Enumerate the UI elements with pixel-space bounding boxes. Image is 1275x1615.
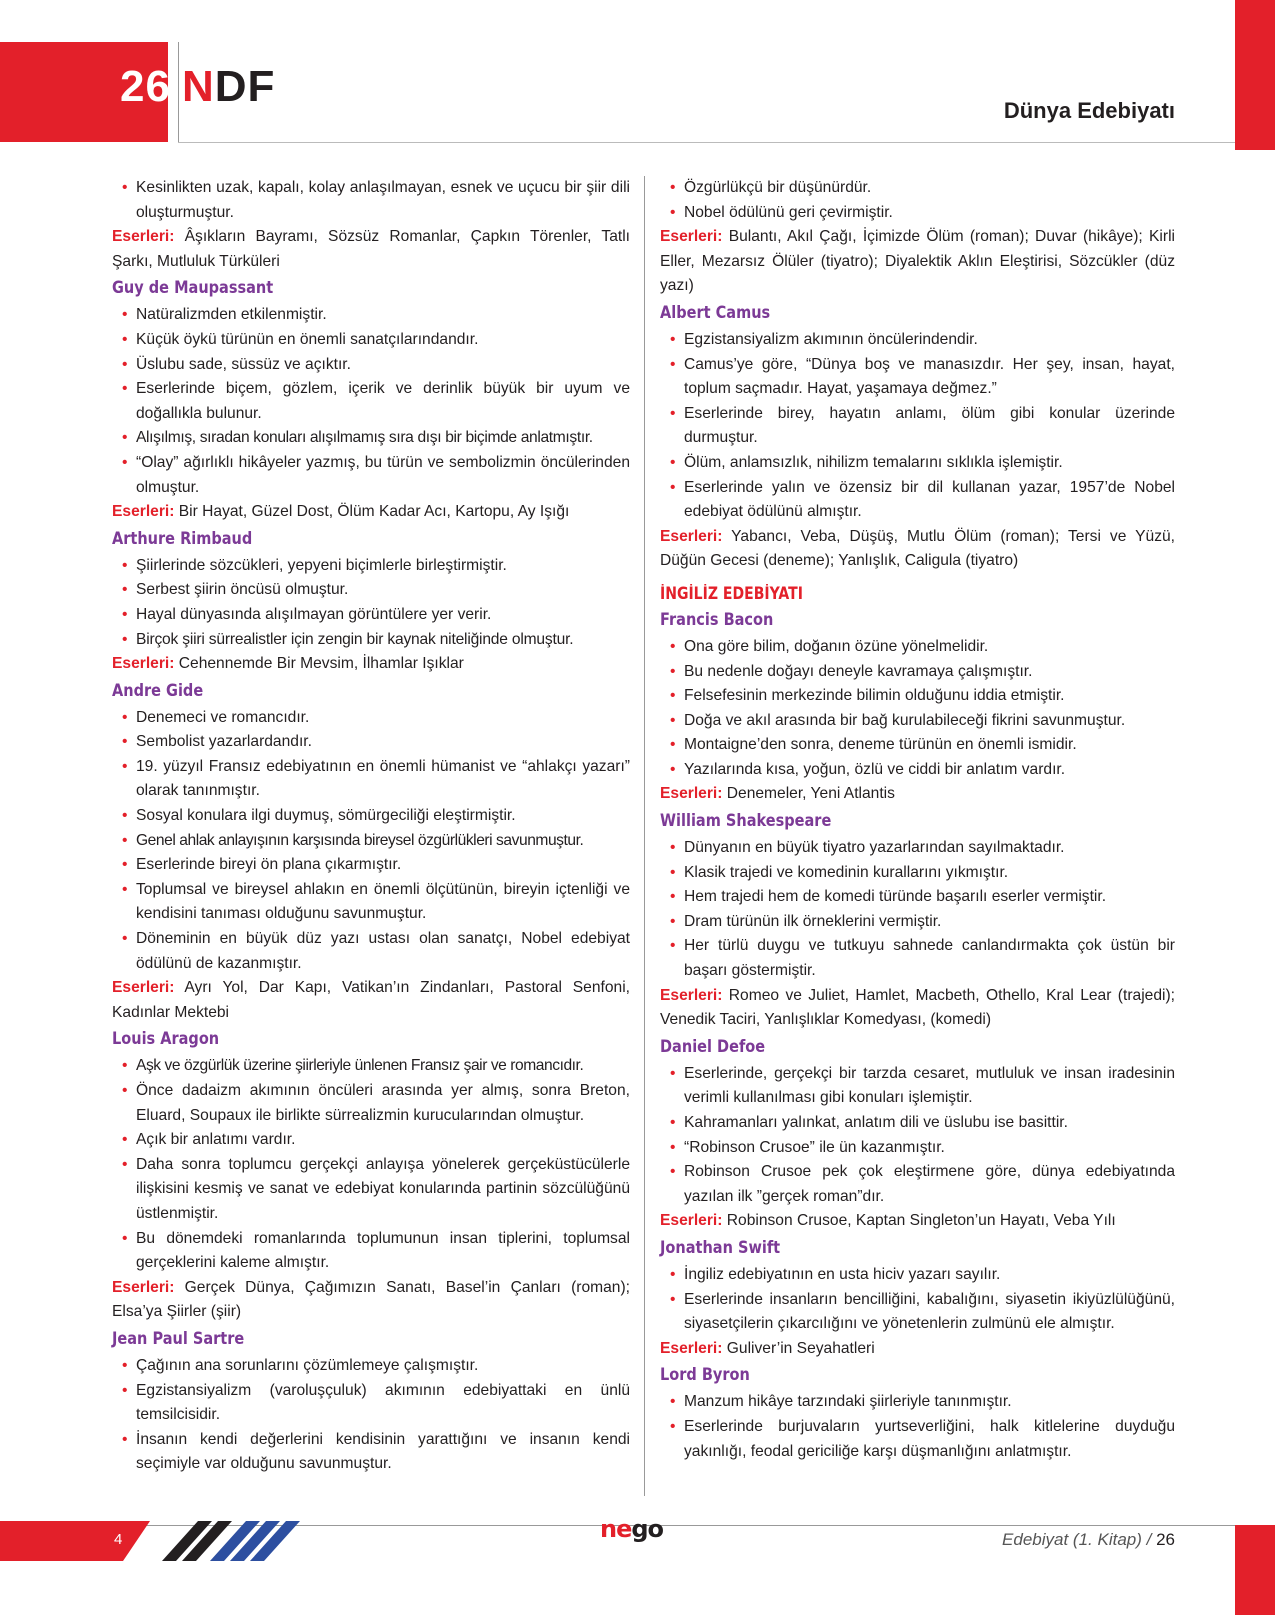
author-heading: Guy de Maupassant [112,278,274,298]
author-heading: William Shakespeare [660,811,832,831]
bullet-item: • Felsefesinin merkezinde bilimin olduğunu iddia etmiştir. [660,684,1175,709]
works-label: Eserleri: [112,979,175,997]
bullet-item: • “Robinson Crusoe” ile ün kazanmıştır. [660,1136,1175,1161]
bullet-item: • Hayal dünyasında alışılmayan görüntülere yer verir. [112,603,630,628]
bullet-item: • Bu dönemdeki romanlarında toplumunun insan tiplerini, toplumsal gerçeklerini kaleme almıştır. [112,1227,630,1276]
works-line [660,525,1175,574]
author-heading: Francis Bacon [660,609,774,629]
bullet-item: • Üslubu sade, süssüz ve açıktır. [112,353,630,378]
works-text: Âşıkların Bayramı, Sözsüz Romanlar, Çapkın Törenler, Tatlı Şarkı, Mutluluk Türküleri [112,228,631,270]
bullet-item: • Özgürlükçü bir düşünürdür. [660,176,1175,201]
bullet-item: • Natüralizmden etkilenmiştir. [112,303,630,328]
bullet-item: • Birçok şiiri sürrealistler için zengin bir kaynak niteliğinde olmuştur. [112,628,630,653]
bullet-item: • Döneminin en büyük düz yazı ustası olan sanatçı, Nobel edebiyat ödülünü de kazanmıştır. [112,927,630,976]
bullet-item: • Küçük öykü türünün en önemli sanatçılarındandır. [112,328,630,353]
works-line [660,1337,1175,1362]
bullet-item: • Yazılarında kısa, yoğun, özlü ve ciddi bir anlatım vardır. [660,758,1175,783]
footer-page-number: 4 [114,1531,123,1548]
author-heading: Daniel Defoe [660,1036,766,1056]
works-text: Ayrı Yol, Dar Kapı, Vatikan’ın Zindanları, Pastoral Senfoni, Kadınlar Mektebi [112,979,630,1021]
works-label: Eserleri: [660,1339,723,1357]
logo-part-b: go [631,1515,664,1543]
works-label: Eserleri: [112,228,175,246]
page-number: 26 [120,62,171,111]
works-label: Eserleri: [660,986,723,1004]
header-divider [178,42,179,142]
author-heading: Louis Aragon [112,1029,220,1049]
bullet-item: • Kesinlikten uzak, kapalı, kolay anlaşılmayan, esnek ve uçucu bir şiir dili oluşturmuştur. [112,176,630,225]
bullet-item: • Eserlerinde, gerçekçi bir tarzda cesaret, mutluluk ve insan iradesinin verimli kullanılması gibi konuları işlemiştir. [660,1062,1175,1111]
bullet-item: • Serbest şiirin öncüsü olmuştur. [112,578,630,603]
works-label: Eserleri: [660,1212,723,1230]
bullet-item: • Eserlerinde insanların bencilliğini, kabalığını, siyasetin ikiyüzlülüğünü, siyasetçilerin çıkarcılığını ve yönetenlerin zulmünü ele almıştır. [660,1288,1175,1337]
works-line [112,652,630,677]
bullet-item: • Eserlerinde bireyi ön plana çıkarmıştır. [112,853,630,878]
bullet-item: • Aşk ve özgürlük üzerine şiirleriyle ünlenen Fransız şair ve romancıdır. [112,1054,630,1079]
bullet-item: • Kahramanları yalınkat, anlatım dili ve üslubu ise basittir. [660,1111,1175,1136]
bullet-item: • Denemeci ve romancıdır. [112,706,630,731]
bullet-item: • “Olay” ağırlıklı hikâyeler yazmış, bu türün ve sembolizmin öncülerinden olmuştur. [112,451,630,500]
book-title-text: Edebiyat (1. Kitap) / [1002,1530,1152,1549]
footer-red-block [0,1521,150,1561]
bullet-item: • Camus’ye göre, “Dünya boş ve manasızdır. Her şey, insan, hayat, toplum saçmadır. Hayat, yaşamaya değmez.” [660,353,1175,402]
works-line [112,225,630,274]
works-text: Gerçek Dünya, Çağımızın Sanatı, Basel’in Çanları (roman); Elsa’ya Şiirler (şiir) [112,1278,630,1321]
bullet-item: • Toplumsal ve bireysel ahlakın en önemli ölçütünün, bireyin içtenliği ve kendisini tanıması olduğunu savunmuştur. [112,878,630,927]
bullet-item: • Nobel ödülünü geri çevirmiştir. [660,201,1175,226]
column-divider [644,176,645,1496]
author-heading: Lord Byron [660,1365,750,1385]
author-heading: Jonathan Swift [660,1237,781,1257]
bullet-item: • Sembolist yazarlardandır. [112,730,630,755]
bullet-item: • Ona göre bilim, doğanın özüne yönelmelidir. [660,635,1175,660]
book-title [1002,1530,1175,1550]
bullet-item: • Açık bir anlatımı vardır. [112,1128,630,1153]
bullet-item: • Hem trajedi hem de komedi türünde başarılı eserler vermiştir. [660,885,1175,910]
works-text: Bir Hayat, Güzel Dost, Ölüm Kadar Acı, Kartopu, Ay Işığı [178,503,570,521]
bullet-item: • Montaigne’den sonra, deneme türünün en önemli ismidir. [660,733,1175,758]
left-column [112,176,630,1477]
works-text: Cehennemde Bir Mevsim, İlhamlar Işıklar [178,655,464,673]
author-heading: Arthure Rimbaud [112,528,253,548]
bullet-item: • İngiliz edebiyatının en usta hiciv yazarı sayılır. [660,1263,1175,1288]
works-line [660,225,1175,299]
book-page: 26 [1156,1530,1175,1549]
bullet-item: • Doğa ve akıl arasında bir bağ kurulabileceği fikrini savunmuştur. [660,709,1175,734]
bullet-item: • Alışılmış, sıradan konuları alışılmamış sıra dışı bir biçimde anlatmıştır. [112,426,630,451]
works-label: Eserleri: [112,1278,175,1296]
works-line [660,782,1175,807]
bullet-item: • Şiirlerinde sözcükleri, yepyeni biçimlerle birleştirmiştir. [112,554,630,579]
works-label: Eserleri: [112,503,175,521]
works-text: Yabancı, Veba, Düşüş, Mutlu Ölüm (roman); Tersi ve Yüzü, Düğün Gecesi (deneme); Yanlışlık, Caligula (tiyatro) [660,527,1175,570]
bullet-item: • Dram türünün ilk örneklerini vermiştir. [660,910,1175,935]
bullet-item: • Dünyanın en büyük tiyatro yazarlarından sayılmaktadır. [660,836,1175,861]
author-heading: Andre Gide [112,680,204,700]
bullet-item: • Eserlerinde birey, hayatın anlamı, ölüm gibi konular üzerinde durmuştur. [660,402,1175,451]
brand-n: N [182,62,215,111]
brand-logo [182,62,275,112]
right-column [660,176,1175,1464]
bullet-item: • İnsanın kendi değerlerini kendisinin yarattığını ve insanın kendi seçimiyle var olduğunu savunmuştur. [112,1428,630,1477]
bullet-item: • Ölüm, anlamsızlık, nihilizm temalarını sıklıkla işlemiştir. [660,451,1175,476]
works-line [660,984,1175,1033]
bullet-item: • Robinson Crusoe pek çok eleştirmene göre, dünya edebiyatında yazılan ilk ”gerçek roman”dır. [660,1160,1175,1209]
bullet-item: • Bu nedenle doğayı deneyle kavramaya çalışmıştır. [660,660,1175,685]
works-text: Denemeler, Yeni Atlantis [726,785,895,803]
works-text: Bulantı, Akıl Çağı, İçimizde Ölüm (roman); Duvar (hikâye); Kirli Eller, Mezarsız Ölüler (tiyatro); Diyalektik Aklın Eleştirisi, Sözcükler (düz yazı) [660,228,1176,295]
works-label: Eserleri: [660,527,723,545]
author-heading: Jean Paul Sartre [112,1328,245,1348]
bullet-item: • Çağının ana sorunlarını çözümlemeye çalışmıştır. [112,1354,630,1379]
bullet-item: • Eserlerinde yalın ve özensiz bir dil kullanan yazar, 1957’de Nobel edebiyat ödülünü almıştır. [660,476,1175,525]
bullet-item: • Eserlerinde burjuvaların yurtseverliğini, halk kitlelerine duyduğu yakınlığı, feodal gericiliğe karşı düşmanlığını anlatmıştır. [660,1415,1175,1464]
bullet-item: • Genel ahlak anlayışının karşısında bireysel özgürlükleri savunmuştur. [112,829,630,854]
bullet-item: • Klasik trajedi ve komedinin kurallarını yıkmıştır. [660,861,1175,886]
works-line [660,1209,1175,1234]
works-line [112,500,630,525]
category-heading: İNGİLİZ EDEBİYATI [660,583,803,603]
logo-part-a: ne [600,1515,632,1543]
brand-rest: DF [214,62,276,111]
header-rule [178,142,1235,143]
bullet-item: • Daha sonra toplumcu gerçekçi anlayışa yönelerek gerçeküstücülerle ilişkisini kesmiş ve sanat ve edebiyat konularında partinin sözcülüğünü üstlenmiştir. [112,1153,630,1227]
publisher-logo [600,1515,663,1543]
works-label: Eserleri: [660,228,723,246]
bullet-item: • Manzum hikâye tarzındaki şiirleriyle tanınmıştır. [660,1390,1175,1415]
works-label: Eserleri: [112,655,175,673]
works-text: Romeo ve Juliet, Hamlet, Macbeth, Othello, Kral Lear (trajedi); Venedik Taciri, Yanlışlıklar Komedyası, (komedi) [660,986,1175,1029]
header-red-strip [1235,0,1275,150]
works-text: Robinson Crusoe, Kaptan Singleton’un Hayatı, Veba Yılı [726,1212,1116,1230]
bullet-item: • Her türlü duygu ve tutkuyu sahnede canlandırmakta çok üstün bir başarı göstermiştir. [660,934,1175,983]
bullet-item: • Egzistansiyalizm (varoluşçuluk) akımının edebiyattaki en ünlü temsilcisidir. [112,1379,630,1428]
works-line [112,1276,630,1325]
section-title: Dünya Edebiyatı [1003,98,1175,123]
bullet-item: • Eserlerinde biçem, gözlem, içerik ve derinlik büyük bir uyum ve doğallıkla bulunur. [112,377,630,426]
bullet-item: • Sosyal konulara ilgi duymuş, sömürgeciliği eleştirmiştir. [112,804,630,829]
works-text: Guliver’in Seyahatleri [726,1339,875,1357]
bullet-item: • Egzistansiyalizm akımının öncülerindendir. [660,328,1175,353]
works-label: Eserleri: [660,785,723,803]
bullet-item: • Önce dadaizm akımının öncüleri arasında yer almış, sonra Breton, Eluard, Soupaux ile birlikte sürrealizmin kurucularından olmuştur. [112,1079,630,1128]
bullet-item: • 19. yüzyıl Fransız edebiyatının en önemli hümanist ve “ahlakçı yazarı” olarak tanınmıştır. [112,755,630,804]
footer-red-strip [1235,1525,1275,1615]
author-heading: Albert Camus [660,302,771,322]
works-line [112,976,630,1025]
